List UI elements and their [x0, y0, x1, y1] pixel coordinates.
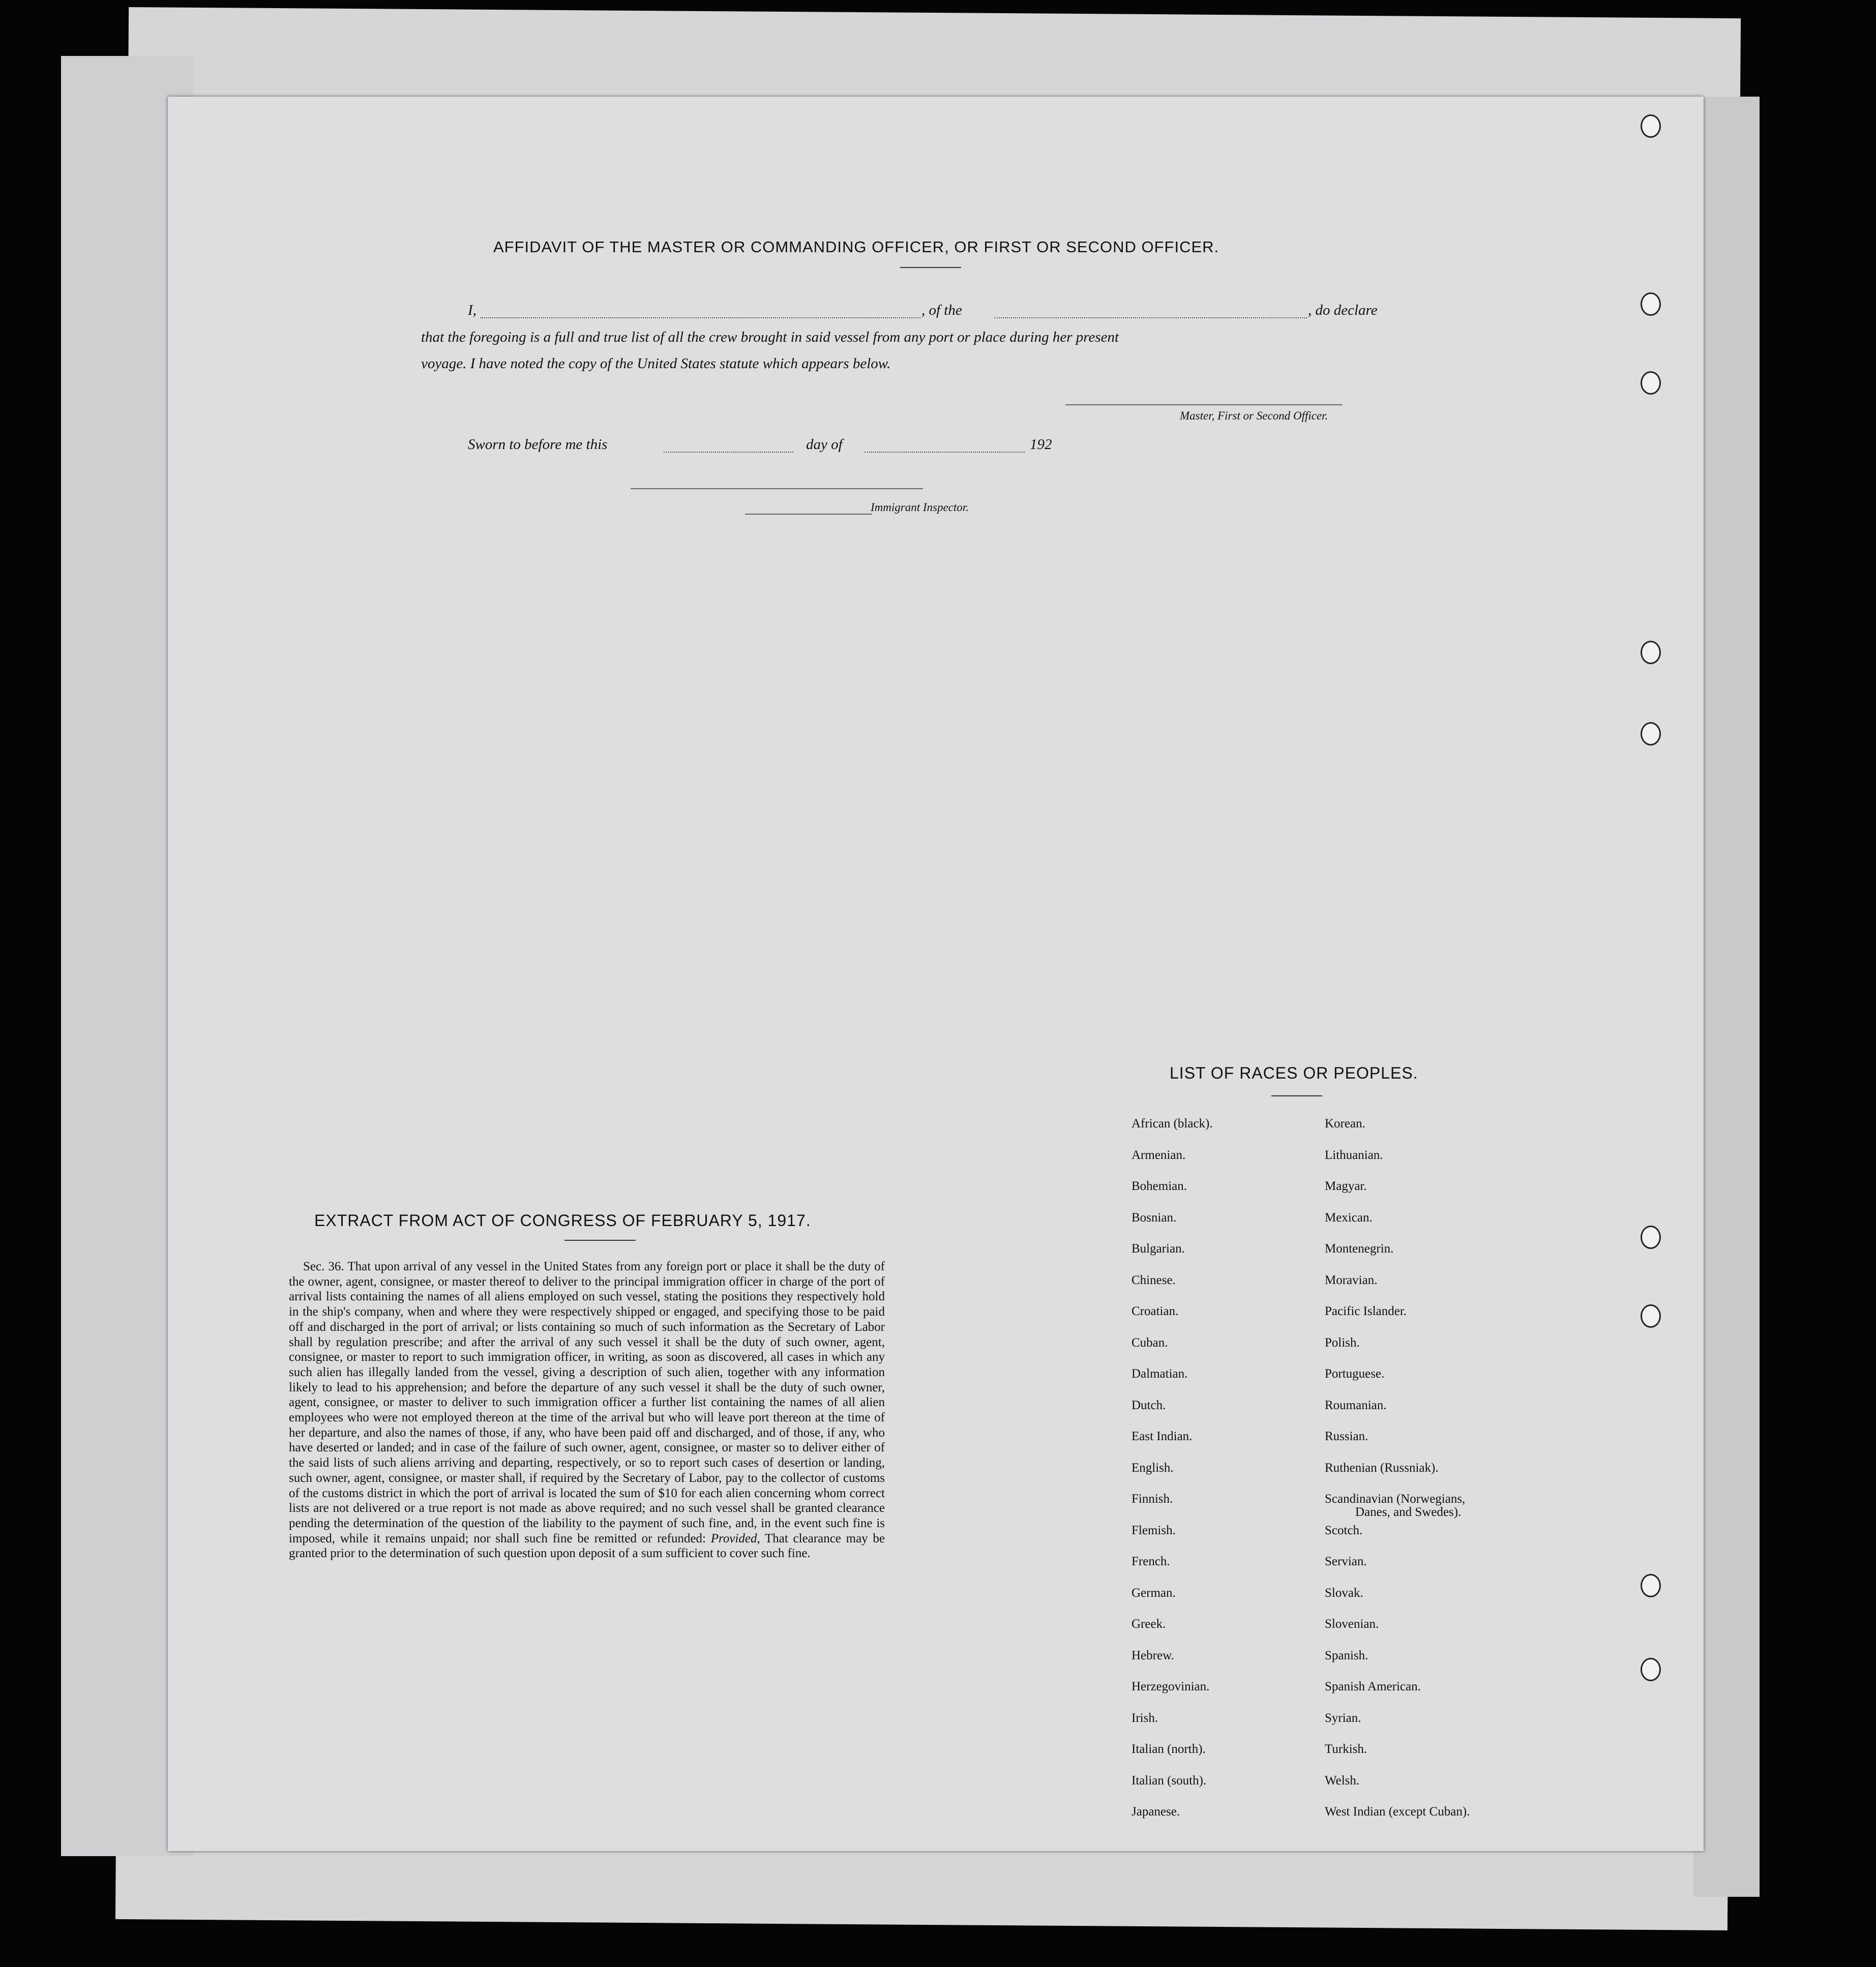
vessel-name-field[interactable]: [994, 317, 1307, 318]
race-item-scandinavian: Scandinavian (Norwegians,: [1325, 1492, 1466, 1506]
provided-text: That clearance may be granted prior to the determination of such question upon deposit of a sum sufficient to cover such fine.: [289, 1531, 885, 1561]
race-item: Croatian.: [1131, 1304, 1179, 1318]
race-item: Slovak.: [1325, 1586, 1363, 1600]
race-item: Roumanian.: [1325, 1398, 1387, 1412]
race-item: Irish.: [1131, 1711, 1158, 1725]
punch-hole: [1641, 722, 1661, 746]
punch-hole: [1641, 114, 1661, 138]
race-item: East Indian.: [1131, 1429, 1193, 1443]
race-item: Bohemian.: [1131, 1179, 1187, 1193]
race-item: [1325, 1492, 1470, 1524]
race-item: Magyar.: [1325, 1179, 1367, 1193]
form-page: [168, 97, 1704, 1851]
race-item: Dalmatian.: [1131, 1367, 1188, 1381]
race-item: African (black).: [1131, 1117, 1213, 1130]
race-item: Welsh.: [1325, 1773, 1360, 1787]
race-item: Pacific Islander.: [1325, 1304, 1407, 1318]
extract-body: [289, 1259, 885, 1561]
inspector-signature-underline: [745, 514, 872, 515]
race-item: German.: [1131, 1586, 1176, 1600]
race-item: Cuban.: [1131, 1335, 1168, 1350]
race-item: Spanish.: [1325, 1648, 1368, 1662]
races-title: LIST OF RACES OR PEOPLES.: [1170, 1064, 1418, 1082]
race-item: Polish.: [1325, 1335, 1360, 1350]
divider: [564, 1240, 636, 1241]
punch-hole: [1641, 371, 1661, 395]
race-item: Ruthenian (Russniak).: [1325, 1461, 1439, 1475]
divider: [900, 267, 961, 268]
race-item: Turkish.: [1325, 1742, 1367, 1756]
punch-hole: [1641, 1658, 1661, 1681]
race-item: Mexican.: [1325, 1210, 1373, 1225]
do-declare-label: , do declare: [1308, 302, 1378, 318]
provided-word: Provided,: [710, 1531, 760, 1545]
race-item: Scotch.: [1325, 1523, 1363, 1537]
race-item: Bulgarian.: [1131, 1242, 1185, 1256]
race-item: English.: [1131, 1461, 1174, 1475]
race-item: Japanese.: [1131, 1805, 1180, 1819]
of-the-label: , of the: [921, 302, 962, 318]
declarant-name-field[interactable]: [481, 317, 920, 318]
punch-hole: [1641, 1304, 1661, 1328]
affidavit-statement-line1: that the foregoing is a full and true list of all the crew brought in said vessel from any port or place during her present: [421, 329, 1119, 345]
race-item: Finnish.: [1131, 1492, 1173, 1506]
race-item: French.: [1131, 1555, 1170, 1568]
race-item: Italian (north).: [1131, 1742, 1206, 1756]
race-item: Herzegovinian.: [1131, 1680, 1210, 1693]
race-item: Armenian.: [1131, 1148, 1186, 1162]
race-item: Chinese.: [1131, 1273, 1176, 1287]
divider: [1271, 1095, 1322, 1096]
officer-signature-label: Master, First or Second Officer.: [1180, 409, 1328, 422]
section-number: Sec. 36.: [303, 1260, 344, 1273]
extract-text: That upon arrival of any vessel in the United States from any foreign port or place it shall be the duty of the owner, agent, consignee, or master thereof to deliver to the principal immigration officer in charge of the port of arrival lists containing the names of all aliens employed on such vessel, stating the positions they respectively hold in the ship's company, when and where they were respectively shipped or engaged, and specifying those to be paid off and discharged in the port of arrival; or lists containing so much of such information as the Secretary of Labor shall by regulation prescribe; and after the arrival of any such vessel it shall be the duty of such owner, agent, consignee, or master to report to such immigration officer, in writing, as soon as discovered, all cases in which any such alien has illegally landed from the vessel, giving a description of such alien, together with any information likely to lead to his apprehension; and before the departure of any such vessel it shall be the duty of such owner, agent, consignee, or master to deliver to such immigration officer a further list containing the names of all alien employees who were not employed thereon at the time of the arrival but who will leave port thereon at the time of her departure, and also the names of those, if any, who have been paid off and discharged, and of those, if any, who have deserted or landed; and in case of the failure of such owner, agent, consignee, or master so to deliver either of the said lists of such aliens arriving and departing, respectively, or so to report such cases of desertion or landing, such owner, agent, consignee, or master shall, if required by the Secretary of Labor, pay to the collector of customs of the customs district in which the port of arrival is located the sum of $10 for each alien concerning whom correct lists are not delivered or a true report is not made as above required; and no such vessel shall be granted clearance pending the determination of the question of the liability to the payment of such fine, and, in the event such fine is imposed, while it remains unpaid; nor shall such fine be remitted or refunded:: [289, 1260, 885, 1545]
extract-title: EXTRACT FROM ACT OF CONGRESS OF FEBRUARY 5, 1917.: [314, 1211, 811, 1230]
race-item: Slovenian.: [1325, 1617, 1379, 1631]
race-item: Montenegrin.: [1325, 1242, 1394, 1256]
race-item: Bosnian.: [1131, 1210, 1177, 1225]
race-item: Flemish.: [1131, 1523, 1176, 1537]
inspector-label: Immigrant Inspector.: [871, 501, 969, 514]
race-item: Dutch.: [1131, 1398, 1166, 1412]
affidavit-statement-line2: voyage. I have noted the copy of the United States statute which appears below.: [421, 355, 891, 372]
declarant-prefix: I,: [468, 302, 477, 318]
punch-hole: [1641, 641, 1661, 664]
officer-signature-field[interactable]: [1065, 404, 1343, 405]
race-item: Russian.: [1325, 1429, 1368, 1443]
sworn-prefix: Sworn to before me this: [468, 436, 608, 453]
race-item: Italian (south).: [1131, 1773, 1207, 1787]
inspector-signature-field[interactable]: [631, 488, 923, 489]
punch-hole: [1641, 292, 1661, 316]
affidavit-title: AFFIDAVIT OF THE MASTER OR COMMANDING OFFICER, OR FIRST OR SECOND OFFICER.: [493, 238, 1219, 256]
sworn-month-field[interactable]: [865, 452, 1025, 453]
race-item: Greek.: [1131, 1617, 1166, 1631]
race-item: Korean.: [1325, 1117, 1365, 1130]
punch-hole: [1641, 1226, 1661, 1249]
year-prefix: 192: [1030, 436, 1052, 453]
race-item: Hebrew.: [1131, 1648, 1174, 1662]
race-item-continuation: Danes, and Swedes).: [1355, 1505, 1462, 1519]
race-item: Spanish American.: [1325, 1680, 1421, 1693]
sworn-day-field[interactable]: [664, 452, 793, 453]
race-item: Moravian.: [1325, 1273, 1378, 1287]
race-item: Lithuanian.: [1325, 1148, 1383, 1162]
races-list-right: [1325, 1117, 1470, 1836]
race-item: Servian.: [1325, 1555, 1367, 1568]
race-item: West Indian (except Cuban).: [1325, 1805, 1470, 1819]
race-item: Syrian.: [1325, 1711, 1361, 1725]
day-of-label: day of: [806, 436, 843, 453]
punch-hole: [1641, 1574, 1661, 1597]
races-list-left: [1131, 1117, 1213, 1836]
race-item: Portuguese.: [1325, 1367, 1385, 1381]
